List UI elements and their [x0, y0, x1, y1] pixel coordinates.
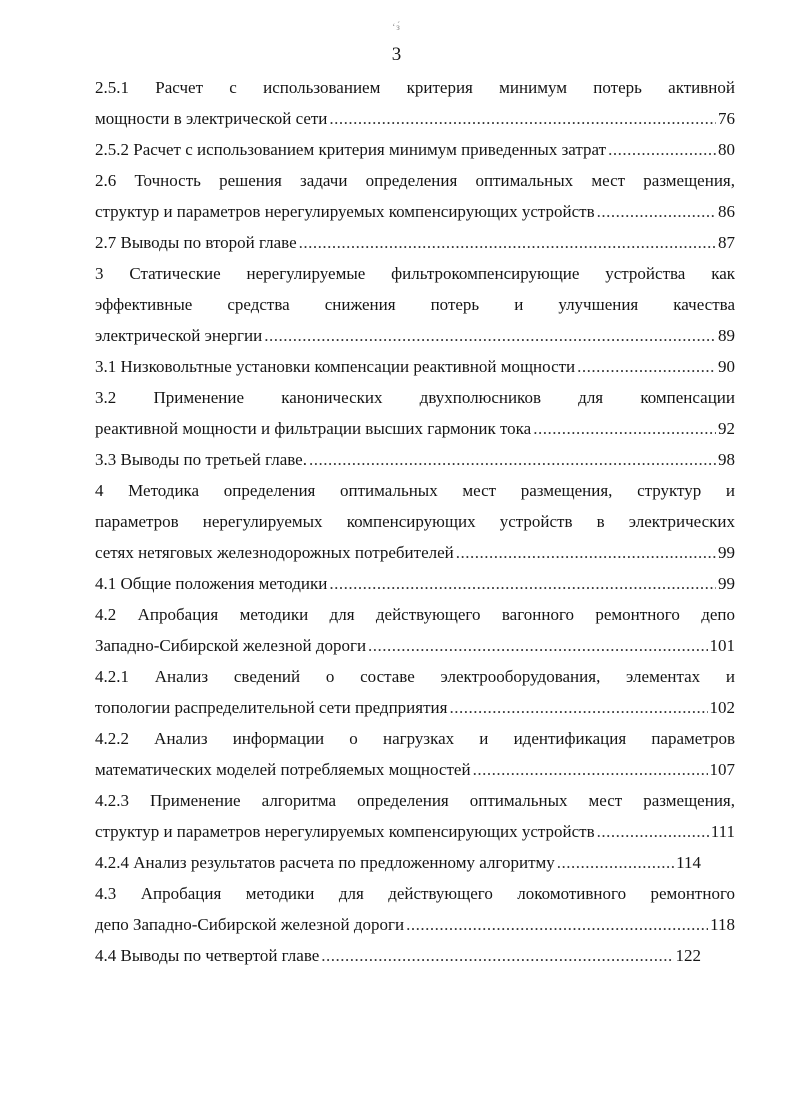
toc-entry-3 [95, 258, 735, 351]
toc-page-number: 122 [675, 946, 701, 965]
dot-leader [449, 692, 707, 723]
toc-entry-3-2 [95, 382, 735, 444]
toc-page-number: 111 [710, 822, 735, 841]
toc-entry-text: 4.2.4 Анализ результатов расчета по предложенному алгоритму [95, 853, 555, 872]
toc-page-number: 99 [718, 543, 735, 562]
toc-entry-line: 4 Методика определения оптимальных мест размещения, структур и [95, 481, 735, 500]
toc-entry-text: топологии распределительной сети предприятия [95, 698, 448, 717]
toc-entry-last-line [95, 909, 735, 940]
toc-entry-4-3 [95, 878, 735, 940]
dot-leader [608, 134, 716, 165]
dot-leader [456, 537, 716, 568]
dot-leader [299, 227, 716, 258]
toc-entry-2-7 [95, 227, 735, 258]
toc-page-number: 90 [718, 357, 735, 376]
toc-entry-4-2-3 [95, 785, 735, 847]
dot-leader [577, 351, 716, 382]
toc-page-number: 102 [709, 698, 735, 717]
toc-entry-4-2-2 [95, 723, 735, 785]
toc-entry-line: 4.2.3 Применение алгоритма определения оптимальных мест размещения, [95, 791, 735, 810]
toc-entry-last-line [95, 413, 735, 444]
toc-page-number: 86 [718, 202, 735, 221]
dot-leader [368, 630, 707, 661]
toc-entry-last-line [95, 351, 735, 382]
toc-entry-last-line [95, 196, 735, 227]
toc-page-number: 92 [718, 419, 735, 438]
dot-leader [597, 816, 709, 847]
toc-entry-last-line [95, 816, 735, 847]
toc-entry-2-6 [95, 165, 735, 227]
toc-entry-line: 2.6 Точность решения задачи определения оптимальных мест размещения, [95, 171, 735, 190]
toc-entry-text: структур и параметров нерегулируемых компенсирующих устройств [95, 822, 595, 841]
dot-leader [406, 909, 708, 940]
toc-entry-line: 4.2.2 Анализ информации о нагрузках и идентификация параметров [95, 729, 735, 748]
toc-page-number: 118 [710, 915, 735, 934]
toc-entry-line: эффективные средства снижения потерь и улучшения качества [95, 295, 735, 314]
toc-entry-text: 2.5.2 Расчет с использованием критерия минимум приведенных затрат [95, 140, 607, 159]
toc-entry-4 [95, 475, 735, 568]
toc-entry-last-line [95, 227, 735, 258]
dot-leader [264, 320, 716, 351]
toc-entry-2-5-1 [95, 72, 735, 134]
toc-entry-line: 2.5.1 Расчет с использованием критерия минимум потерь активной [95, 78, 735, 97]
toc-entry-text: сетях нетяговых железнодорожных потребителей [95, 543, 454, 562]
toc-entry-text: 3.1 Низковольтные установки компенсации реактивной мощности [95, 357, 576, 376]
dot-leader [533, 413, 716, 444]
toc-entry-text: математических моделей потребляемых мощностей [95, 760, 471, 779]
table-of-contents [95, 72, 735, 971]
page-number: 3 [391, 44, 402, 65]
toc-page-number: 101 [709, 636, 735, 655]
toc-entry-text: структур и параметров нерегулируемых компенсирующих устройств [95, 202, 595, 221]
dot-leader [557, 847, 674, 878]
toc-entry-last-line [95, 692, 735, 723]
toc-page-number: 107 [709, 760, 735, 779]
toc-entry-text: электрической энергии [95, 326, 263, 345]
toc-entry-text: Западно-Сибирской железной дороги [95, 636, 367, 655]
toc-entry-4-1 [95, 568, 735, 599]
scan-mark: ʻз́ [392, 22, 401, 32]
toc-entry-4-4 [95, 940, 701, 971]
toc-entry-last-line [95, 537, 735, 568]
dot-leader [329, 568, 716, 599]
toc-entry-last-line [95, 940, 701, 971]
toc-page-number: 80 [718, 140, 735, 159]
toc-entry-4-2 [95, 599, 735, 661]
dot-leader [329, 103, 716, 134]
toc-entry-text: депо Западно-Сибирской железной дороги [95, 915, 405, 934]
toc-entry-line: 4.3 Апробация методики для действующего локомотивного ремонтного [95, 884, 735, 903]
toc-page-number: 89 [718, 326, 735, 345]
toc-entry-last-line [95, 630, 735, 661]
toc-entry-3-1 [95, 351, 735, 382]
toc-entry-2-5-2 [95, 134, 735, 165]
toc-entry-line: 3.2 Применение канонических двухполюсников для компенсации [95, 388, 735, 407]
toc-entry-last-line [95, 847, 701, 878]
toc-entry-text: 4.4 Выводы по четвертой главе [95, 946, 320, 965]
toc-entry-last-line [95, 134, 735, 165]
toc-entry-last-line [95, 444, 735, 475]
toc-page-number: 99 [718, 574, 735, 593]
toc-entry-last-line [95, 568, 735, 599]
toc-entry-line: 4.2 Апробация методики для действующего вагонного ремонтного депо [95, 605, 735, 624]
toc-page-number: 76 [718, 109, 735, 128]
toc-entry-last-line [95, 754, 735, 785]
toc-entry-line: 3 Статические нерегулируемые фильтрокомпенсирующие устройства как [95, 264, 735, 283]
toc-entry-last-line [95, 320, 735, 351]
toc-page-number: 87 [718, 233, 735, 252]
toc-entry-text: 3.3 Выводы по третьей главе. [95, 450, 307, 469]
toc-entry-text: 4.1 Общие положения методики [95, 574, 328, 593]
toc-entry-text: реактивной мощности и фильтрации высших гармоник тока [95, 419, 532, 438]
dot-leader [309, 444, 716, 475]
toc-page-number: 114 [676, 853, 701, 872]
toc-entry-3-3 [95, 444, 735, 475]
dot-leader [597, 196, 716, 227]
toc-entry-line: параметров нерегулируемых компенсирующих устройств в электрических [95, 512, 735, 531]
toc-entry-4-2-4 [95, 847, 701, 878]
toc-entry-last-line [95, 103, 735, 134]
toc-entry-text: мощности в электрической сети [95, 109, 328, 128]
toc-page-number: 98 [718, 450, 735, 469]
dot-leader [473, 754, 708, 785]
dot-leader [321, 940, 673, 971]
toc-entry-text: 2.7 Выводы по второй главе [95, 233, 297, 252]
toc-entry-line: 4.2.1 Анализ сведений о составе электрооборудования, элементах и [95, 667, 735, 686]
toc-entry-4-2-1 [95, 661, 735, 723]
